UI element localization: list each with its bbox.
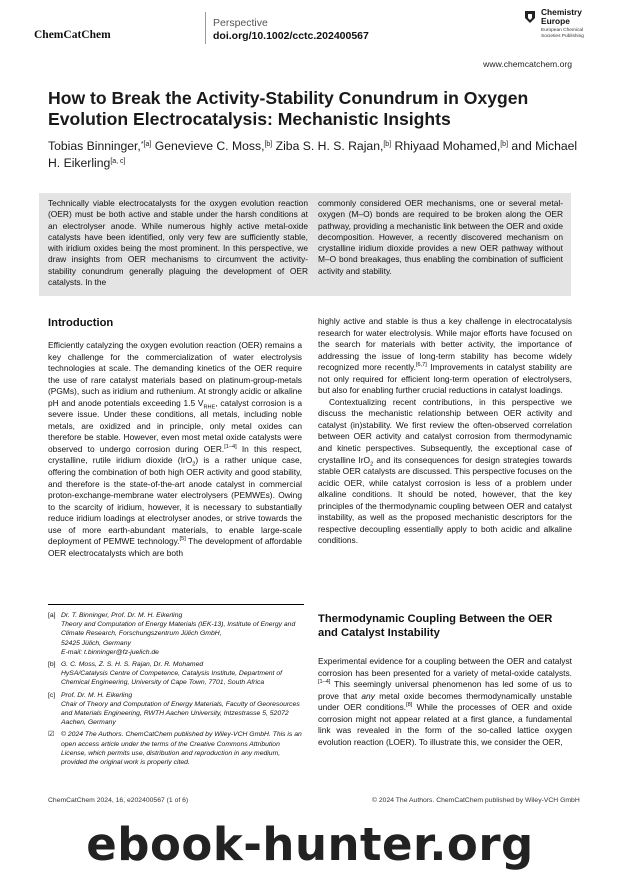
footnote-license <box>48 730 304 767</box>
footer-journal: ChemCatChem <box>48 797 95 804</box>
text-run: Contextualizing recent contributions, in this perspective we discuss the mechanistic relationship between OER activity and catalyst (in)stability. We first review the often-observed correlation between OER activity and catalyst corrosion from thermodynamic and kinetic perspectives. Subsequently, the exceptional case of crystalline IrO <box>318 396 572 465</box>
footnote-line: G. C. Moss, Z. S. H. S. Rajan, Dr. R. Mohamed <box>61 661 204 669</box>
watermark-text: ebook-hunter.org <box>86 818 534 871</box>
text-run: metal oxide becomes thermodynamically unstable under OER conditions. <box>318 690 572 713</box>
text-run: In this respect, crystalline, rutile iridium dioxide (IrO <box>48 443 302 466</box>
author-name[interactable]: Rhiyaad Mohamed, <box>394 139 501 153</box>
author-list <box>48 138 588 172</box>
license-text: © 2024 The Authors. ChemCatChem published by Wiley-VCH GmbH. This is an open access article under the terms of the Creative Commons Attribution License, which permits use, distribution and reproduction in any medium, provided the original work is properly cited. <box>61 731 302 767</box>
citation-ref[interactable]: [6,7] <box>415 362 427 369</box>
emphasis: any <box>361 690 375 701</box>
text-run: Experimental evidence for a coupling between the OER and catalyst corrosion has been presented for a variety of metal-oxide catalysts. <box>318 656 572 678</box>
citation-ref[interactable]: [5] <box>179 536 186 543</box>
publisher-sub-line1: European Chemical <box>541 28 584 33</box>
text-run: and its consequences for design strategies towards stable OER catalysts are discussed. This perspective focuses on the acidic OER, while catalyst corrosion is less of a problem under alkaline conditions. It should be noted, however, that the key principles of the thermodynamic coupling between OER and catalyst instability, as well as the proposed mechanistic descriptors for the respective decoupling essentially apply to both acidic and alkaline conditions. <box>318 454 573 546</box>
author-name[interactable]: Genevieve C. Moss, <box>154 139 265 153</box>
intro-paragraph-1 <box>48 340 302 559</box>
footnote-divider <box>48 604 304 605</box>
footnote-affiliation-c <box>48 691 304 728</box>
footnote-line: HySA/Catalysis Centre of Competence, Catalysis Institute, Department of Chemical Engineering, University of Cape Town, 7701, South Africa <box>61 670 282 687</box>
publisher-logo-line1: Chemistry <box>541 7 582 17</box>
footnote-affiliation-a <box>48 611 304 657</box>
author-affiliation: [b] <box>500 141 509 148</box>
footer-citation <box>48 797 188 804</box>
section-heading-thermodynamic-coupling: Thermodynamic Coupling Between the OER and Catalyst Instability <box>318 613 553 639</box>
chemistry-europe-logo-icon <box>523 10 537 24</box>
text-run: The development of affordable OER electrocatalysts which are both <box>48 536 302 558</box>
abstract-right-column: commonly considered OER mechanisms, one or several metal-oxygen (M–O) bonds are required to be broken along the OER pathway, providing a mechanistic link between the OER and oxide decomposition. However, a recently discovered mechanism on crystalline iridium dioxide provides a new OER pathway without M–O bond breakages, thus enabling the combination of sufficient activity and stability. <box>318 198 563 276</box>
footnote-mark: [c] <box>48 691 56 699</box>
website-link[interactable]: www.chemcatchem.org <box>483 59 572 69</box>
text-run: This seemingly universal phenomenon has led some of us to prove that <box>318 679 572 701</box>
publisher-logo-text <box>541 8 582 26</box>
author-name[interactable]: and Michael H. Eikerling <box>48 139 578 170</box>
citation-ref[interactable]: [1–4] <box>224 444 237 451</box>
citation-ref[interactable]: [8] <box>406 702 413 709</box>
subscript: 2 <box>370 461 374 468</box>
article-type: Perspective <box>213 17 268 29</box>
text-run: Efficiently catalyzing the oxygen evolution reaction (OER) remains a key challenge for the commercialization of water electrolysis technologies at scale. The demanding kinetics of the OER require the use of rare catalyst materials based on platinum-group-metals (PGMs), such as iridium and ruthenium. At strongly acidic or alkaline pH and anode potentials exceeding 1.5 V <box>48 340 302 408</box>
footnote-mark: [a] <box>48 612 56 619</box>
author-name[interactable]: Ziba S. H. S. Rajan, <box>275 139 384 153</box>
citation-ref[interactable]: [1–4] <box>318 679 331 686</box>
intro-right-column <box>318 316 572 547</box>
intro-paragraph-1-continued <box>318 316 572 397</box>
author-affiliation: [b] <box>264 141 273 148</box>
footnote-affiliation-b <box>48 660 304 688</box>
footer-copyright: © 2024 The Authors. ChemCatChem published by Wiley-VCH GmbH <box>372 797 580 804</box>
footnote-line: Dr. T. Binninger, Prof. Dr. M. H. Eikerling <box>61 612 183 619</box>
footnote-line: Theory and Computation of Energy Materials (IEK-13), Institute of Energy and Climate Research, Forschungszentrum Jülich GmbH, <box>61 621 296 638</box>
text-run: highly active and stable is thus a key challenge in electrocatalysis research for water electrolysis. While major efforts have focused on the search for materials with better activity, the importance of addressing the issue of long-term stability has become widely recognized more recently. <box>318 316 572 373</box>
intro-paragraph-2 <box>318 397 572 547</box>
footnote-line: Prof. Dr. M. H. Eikerling <box>61 691 133 699</box>
footnote-email[interactable]: E-mail: t.binninger@fz-juelich.de <box>61 648 159 656</box>
text-run: While the processes of OER and oxide corrosion might not appear related at a first glance, a fundamental link was revealed in the form of the so-called lattice oxygen evolution reaction (LOER). To illustrate this, we consider the OER, <box>318 702 573 747</box>
affiliations-footnotes <box>48 611 304 770</box>
header-divider <box>205 12 206 44</box>
thermo-paragraph-1 <box>318 656 572 748</box>
publisher-logo-line2: Europe <box>541 16 570 26</box>
subscript: RHE <box>203 404 216 411</box>
subscript: 2 <box>192 462 196 469</box>
author-affiliation: *[a] <box>140 141 152 148</box>
author-name[interactable]: Tobias Binninger, <box>48 139 141 153</box>
author-affiliation: [a, c] <box>110 158 126 165</box>
section-heading-introduction: Introduction <box>48 317 114 329</box>
text-run: , catalyst corrosion is a severe issue. Under these conditions, all metals, including noble metals, are oxidized and in principle, only metal oxides can therefore be stable. However, even most metal oxide catalysts were observed to undergo corrosion during OER. <box>48 397 302 454</box>
doi-link[interactable]: doi.org/10.1002/cctc.202400567 <box>213 30 369 42</box>
author-affiliation: [b] <box>383 141 392 148</box>
open-access-icon: ☑ <box>48 731 55 739</box>
text-run: Improvements in catalyst stability are not only required for efficient long-term operation of electrolysers, but also for enabling further crucial reductions in catalyst loadings. <box>318 362 572 396</box>
footnote-mark: [b] <box>48 661 56 669</box>
abstract-box <box>39 193 571 296</box>
footnote-line: 52425 Jülich, Germany <box>61 639 131 647</box>
article-title: How to Break the Activity-Stability Conundrum in Oxygen Evolution Electrocatalysis: Mechanistic Insights <box>48 88 529 129</box>
journal-name: ChemCatChem <box>34 29 111 41</box>
footer-volume: 2024, 16, e202400567 (1 of 6) <box>94 797 189 804</box>
publisher-subtitle <box>541 28 584 40</box>
text-run: ) is a rather unique case, offering the combination of both high OER activity and good stability, and therefore is the state-of-the-art anode catalyst in commercial proton-exchange-membrane water electrolysers (PEMWEs). Owing to the scarcity of iridium, however, it is necessary to substantially reduce iridium loadings at electrolyser anodes, or strive towards the use of more earth-abundant materials, to enable large-scale deployment of PEMWE technology. <box>48 455 302 547</box>
abstract-left-column: Technically viable electrocatalysts for the oxygen evolution reaction (OER) must be both active and stable under the harsh conditions at an electrolyser anode. While numerous highly active metal-oxide catalysts have been identified, only very few are sufficiently stable, with iridium oxides being the most prominent. In this perspective, we draw insights from OER mechanisms to circumvent the activity-stability conundrum generally plaguing the development of OER catalysts. In the <box>48 198 308 287</box>
footnote-line: Chair of Theory and Computation of Energy Materials, Faculty of Georesources and Materials Engineering, RWTH Aachen University, Intzestrasse 5, 52072 Aachen, Germany <box>61 700 300 727</box>
publisher-sub-line2: Societies Publishing <box>541 33 584 39</box>
